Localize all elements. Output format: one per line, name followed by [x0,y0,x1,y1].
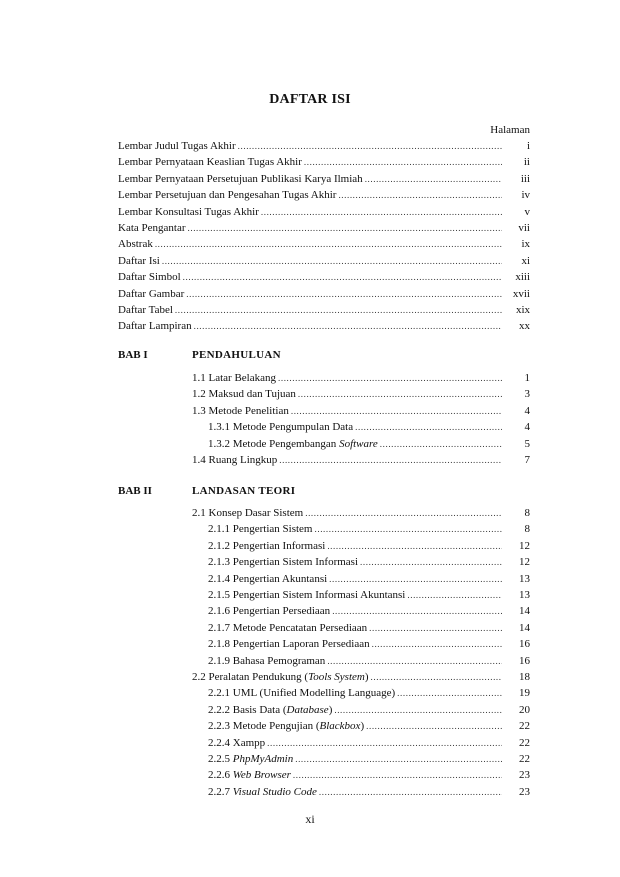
entry-page-number: i [526,140,530,152]
entry-text: Daftar Lampiran [118,320,192,333]
entry-page-number: 22 [519,753,530,765]
toc-entry [118,206,530,219]
entry-page-number: 3 [524,388,530,401]
dot-leader [155,238,502,251]
entry-text: Daftar Tabel [118,304,173,316]
entry-page-number: 12 [519,539,530,552]
dot-leader [305,507,502,520]
entry-text: Lembar Judul Tugas Akhir [118,140,236,152]
entry-text: 1.3 Metode Penelitian [192,404,289,417]
bab2-title: LANDASAN TEORI [192,485,296,497]
toc-entry [208,769,530,782]
entry-text: Lembar Konsultasi Tugas Akhir [118,205,259,218]
entry-page-number: xiii [515,271,530,284]
entry-page-number: 14 [519,605,530,618]
entry-page-number: xvii [512,287,530,300]
entry-page-number: 5 [524,437,530,450]
toc-entry [118,156,530,169]
entry-text: 2.2.5 PhpMyAdmin [208,753,294,765]
toc-entry [118,189,530,202]
dot-leader [188,222,503,235]
entry-page-number: ii [523,156,530,169]
entry-text: 2.2.6 Web Browser [208,769,291,782]
entry-text: Daftar Isi [118,254,160,267]
dot-leader [327,655,502,668]
toc-entry [192,671,530,684]
entry-text: 2.2.7 Visual Studio Code [208,785,317,798]
toc-entry [208,556,530,569]
entry-page-number: 4 [524,421,530,434]
entry-text: Daftar Simbol [118,271,181,284]
entry-text: 1.2 Maksud dan Tujuan [192,388,296,401]
dot-leader [319,786,502,799]
toc-entry [208,421,530,434]
entry-text: 2.1.5 Pengertian Sistem Informasi Akuntansi [208,589,406,601]
entry-page-number: 13 [519,572,530,585]
dot-leader [183,271,502,284]
entry-page-number: 12 [519,556,530,569]
entry-page-number: 7 [524,454,530,466]
entry-text: 2.1 Konsep Dasar Sistem [192,507,304,519]
toc-entry [208,438,530,451]
entry-page-number: v [524,205,530,218]
entry-text: 2.1.9 Bahasa Pemograman [208,654,326,667]
entry-page-number: 16 [519,654,530,667]
entry-text: 1.3.2 Metode Pengembangan Software [208,437,378,450]
entry-page-number: 23 [519,785,530,798]
entry-text: 2.2.4 Xampp [208,736,266,749]
entry-page-number: 14 [519,621,530,634]
toc-entry [208,523,530,536]
dot-leader [291,405,502,418]
toc-entry [208,687,530,700]
bab2-label: BAB II [118,485,152,497]
dot-leader [407,589,502,602]
dot-leader [371,671,502,684]
entry-page-number: 16 [519,638,530,651]
entry-page-number: ix [521,238,530,251]
entry-text: Lembar Pernyataan Keaslian Tugas Akhir [118,156,302,169]
toc-entry [208,737,530,750]
toc-entry [208,786,530,799]
toc-entry [192,507,530,520]
dot-leader [380,438,502,451]
dot-leader [194,320,502,333]
dot-leader [355,421,502,434]
entry-text: 2.2.1 UML (Unified Modelling Language) [208,687,396,700]
entry-text: 2.1.6 Pengertian Persediaan [208,605,331,618]
dot-leader [366,720,502,733]
dot-leader [293,769,502,782]
entry-text: 2.1.1 Pengertian Sistem [208,523,313,536]
toc-entry [208,753,530,766]
entry-page-number: iii [520,172,530,185]
dot-leader [278,372,502,385]
dot-leader [327,540,502,553]
dot-leader [365,173,502,186]
page-title: DAFTAR ISI [269,92,351,107]
toc-entry [208,704,530,717]
entry-text: 2.1.3 Pengertian Sistem Informasi [208,556,359,569]
page-number: xi [305,812,315,826]
entry-page-number: 18 [519,671,530,683]
entry-page-number: vii [518,222,530,234]
toc-entry [118,140,530,153]
dot-leader [298,388,502,401]
toc-entry [192,388,530,401]
toc-entry [208,589,530,602]
entry-page-number: xi [521,254,530,267]
toc-entry [208,573,530,586]
dot-leader [338,189,502,202]
toc-entry [118,320,530,333]
entry-text: 1.3.1 Metode Pengumpulan Data [208,421,354,434]
entry-text: 2.2 Peralatan Pendukung (Tools System) [192,671,369,683]
toc-entry [118,271,530,284]
entry-page-number: xix [515,304,530,316]
entry-page-number: 22 [519,736,530,749]
dot-leader [397,687,502,700]
entry-page-number: 23 [519,769,530,782]
halaman-label: Halaman [490,124,530,136]
toc-entry [118,222,530,235]
entry-page-number: 13 [519,589,530,601]
dot-leader [162,255,502,268]
entry-text: 2.2.3 Metode Pengujian (Blackbox) [208,720,365,733]
toc-entry [118,255,530,268]
entry-page-number: 1 [524,372,530,384]
entry-page-number: 8 [524,507,530,519]
dot-leader [332,605,502,618]
dot-leader [372,638,502,651]
bab1-label: BAB I [118,349,148,361]
entry-text: 2.1.7 Metode Pencatatan Persediaan [208,621,368,634]
dot-leader [360,556,502,569]
entry-page-number: 8 [524,523,530,536]
entry-text: 1.4 Ruang Lingkup [192,454,278,466]
dot-leader [334,704,502,717]
entry-text: 1.1 Latar Belakang [192,372,276,384]
entry-text: Abstrak [118,238,153,251]
entry-page-number: 4 [524,404,530,417]
toc-entry [208,655,530,668]
entry-text: 2.1.8 Pengertian Laporan Persediaan [208,638,370,651]
dot-leader [238,140,502,153]
dot-leader [295,753,502,766]
entry-text: 2.2.2 Basis Data (Database) [208,703,333,716]
entry-page-number: 22 [519,720,530,733]
dot-leader [279,454,502,467]
toc-entry [208,540,530,553]
entry-text: Daftar Gambar [118,287,185,300]
dot-leader [267,737,502,750]
toc-entry [208,638,530,651]
toc-entry [192,372,530,385]
toc-entry [118,304,530,317]
toc-entry [208,605,530,618]
dot-leader [369,622,502,635]
dot-leader [304,156,502,169]
entry-text: 2.1.4 Pengertian Akuntansi [208,572,328,585]
toc-entry [192,405,530,418]
toc-entry [118,173,530,186]
bab1-title: PENDAHULUAN [192,349,281,361]
entry-text: Lembar Pernyataan Persetujuan Publikasi Karya Ilmiah [118,172,363,185]
entry-page-number: xx [519,320,530,333]
entry-text: Kata Pengantar [118,222,186,234]
toc-entry [192,454,530,467]
entry-page-number: 20 [519,703,530,716]
dot-leader [175,304,502,317]
entry-page-number: 19 [519,687,530,700]
toc-entry [208,720,530,733]
dot-leader [186,288,502,301]
toc-entry [118,288,530,301]
toc-entry [118,238,530,251]
dot-leader [329,573,502,586]
entry-text: Lembar Persetujuan dan Pengesahan Tugas Akhir [118,189,337,202]
dot-leader [315,523,503,536]
dot-leader [261,206,502,219]
entry-text: 2.1.2 Pengertian Informasi [208,539,326,552]
toc-entry [208,622,530,635]
entry-page-number: iv [521,189,530,202]
